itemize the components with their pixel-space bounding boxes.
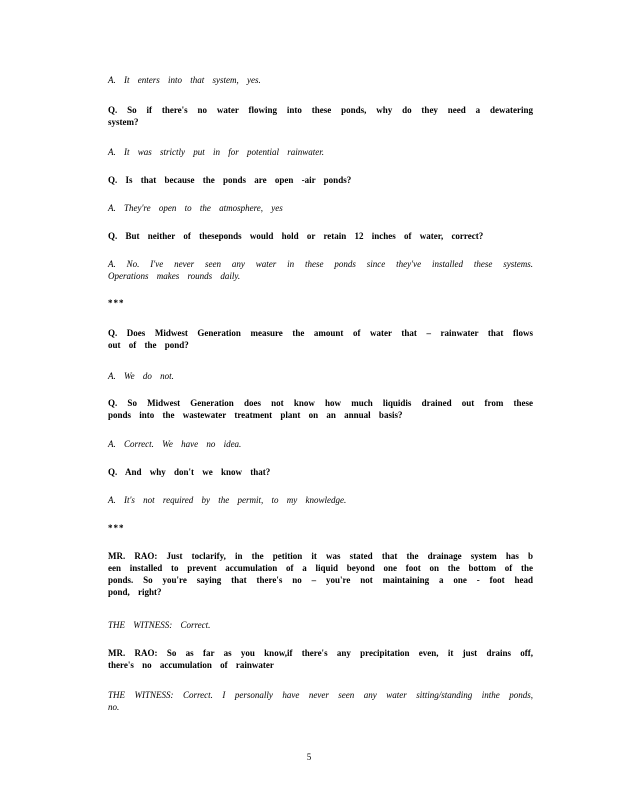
answer-paragraph: THE WITNESS: Correct. I personally have never seen any water sitting/standing inthe ponds, no.: [108, 690, 533, 712]
question-paragraph: Q. But neither of theseponds would hold or retain 12 inches of water, correct?: [108, 231, 484, 241]
section-separator: ***: [108, 523, 125, 533]
section-separator: ***: [108, 298, 125, 308]
answer-paragraph: A. It was strictly put in for potential rainwater.: [108, 147, 325, 157]
answer-paragraph: A. It's not required by the permit, to my knowledge.: [108, 495, 347, 505]
question-paragraph: Q. So if there's no water flowing into these ponds, why do they need a dewatering system?: [108, 105, 533, 127]
question-paragraph: Q. Is that because the ponds are open -air ponds?: [108, 175, 352, 185]
question-paragraph: MR. RAO: So as far as you know,if there's any precipitation even, it just drains off, there's no accumulation of rainwater: [108, 648, 533, 670]
answer-paragraph: A. No. I've never seen any water in these ponds since they've installed these systems. Operations makes rounds daily.: [108, 259, 533, 281]
answer-paragraph: A. Correct. We have no idea.: [108, 439, 242, 449]
answer-paragraph: A. It enters into that system, yes.: [108, 75, 261, 85]
answer-paragraph: A. We do not.: [108, 371, 174, 381]
answer-paragraph: A. They're open to the atmosphere, yes: [108, 203, 283, 213]
question-paragraph: MR. RAO: Just toclarify, in the petition it was stated that the drainage system has b een installed to prevent accumulation of a liquid beyond one foot on the bottom of the ponds. So you're saying that there's no – you're not maintaining a one - foot head pond, right?: [108, 551, 533, 597]
question-paragraph: Q. So Midwest Generation does not know how much liquidis drained out from these ponds into the wastewater treatment plant on an annual basis?: [108, 398, 533, 420]
page-number: 5: [306, 752, 312, 762]
question-paragraph: Q. And why don't we know that?: [108, 467, 271, 477]
question-paragraph: Q. Does Midwest Generation measure the amount of water that – rainwater that flows out of the pond?: [108, 328, 533, 350]
answer-paragraph: THE WITNESS: Correct.: [108, 620, 211, 630]
